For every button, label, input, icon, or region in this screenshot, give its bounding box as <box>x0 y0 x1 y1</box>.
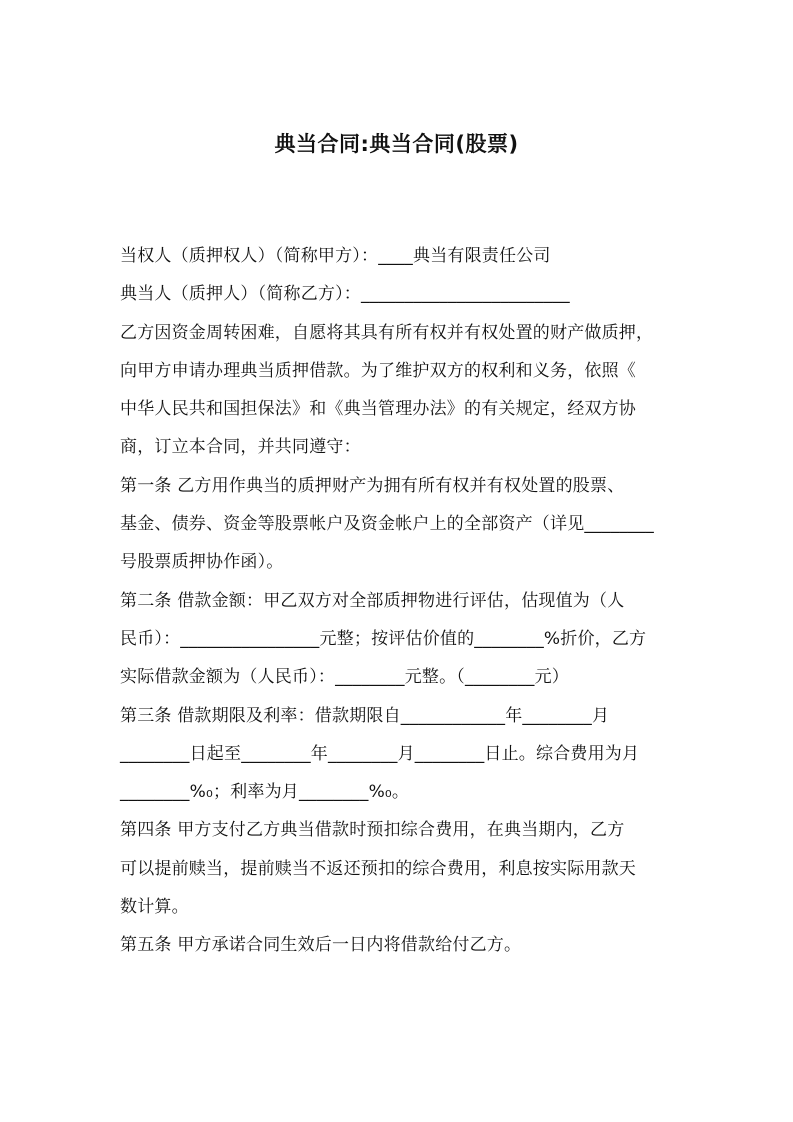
article-1-line: 号股票质押协作函）。 <box>120 552 284 573</box>
article-2-line: 民币）：________________元整；按评估价值的________%折价，乙方 <box>120 628 647 649</box>
article-1-line: 第一条 乙方用作典当的质押财产为拥有所有权并有权处置的股票、 <box>120 475 625 496</box>
article-3-line: ________日起至________年________月________日止。综合费用为月 <box>120 743 640 764</box>
article-4-line: 第四条 甲方支付乙方典当借款时预扣综合费用，在典当期内，乙方 <box>120 820 625 841</box>
article-4-line: 数计算。 <box>120 897 189 918</box>
pawnor-line: 典当人（质押人）（简称乙方）：________________________ <box>120 284 570 305</box>
article-5-line: 第五条 甲方承诺合同生效后一日内将借款给付乙方。 <box>120 935 522 956</box>
article-3-line: ________%₀；利率为月________%₀。 <box>120 782 410 803</box>
contract-body <box>120 237 676 965</box>
article-2-line: 第二条 借款金额：甲乙双方对全部质押物进行评估，估现值为（人 <box>120 590 625 611</box>
preamble-line: 中华人民共和国担保法》和《典当管理办法》的有关规定，经双方协 <box>120 399 636 420</box>
article-2-line: 实际借款金额为（人民币）：________元整。（________元） <box>120 667 569 688</box>
article-4-line: 可以提前赎当，提前赎当不返还预扣的综合费用，利息按实际用款天 <box>120 858 636 879</box>
article-1-line: 基金、债券、资金等股票帐户及资金帐户上的全部资产（详见________ <box>120 514 654 535</box>
preamble-line: 商，订立本合同，并共同遵守： <box>120 437 361 458</box>
preamble-line: 乙方因资金周转困难，自愿将其具有所有权并有权处置的财产做质押， <box>120 322 654 343</box>
pawnee-line: 当权人（质押权人）（简称甲方）：____典当有限责任公司 <box>120 246 551 266</box>
article-3-line: 第三条 借款期限及利率：借款期限自____________年________月 <box>120 705 610 726</box>
document-title: 典当合同:典当合同(股票) <box>274 132 519 156</box>
preamble-line: 向甲方申请办理典当质押借款。为了维护双方的权利和义务，依照《 <box>120 360 636 381</box>
